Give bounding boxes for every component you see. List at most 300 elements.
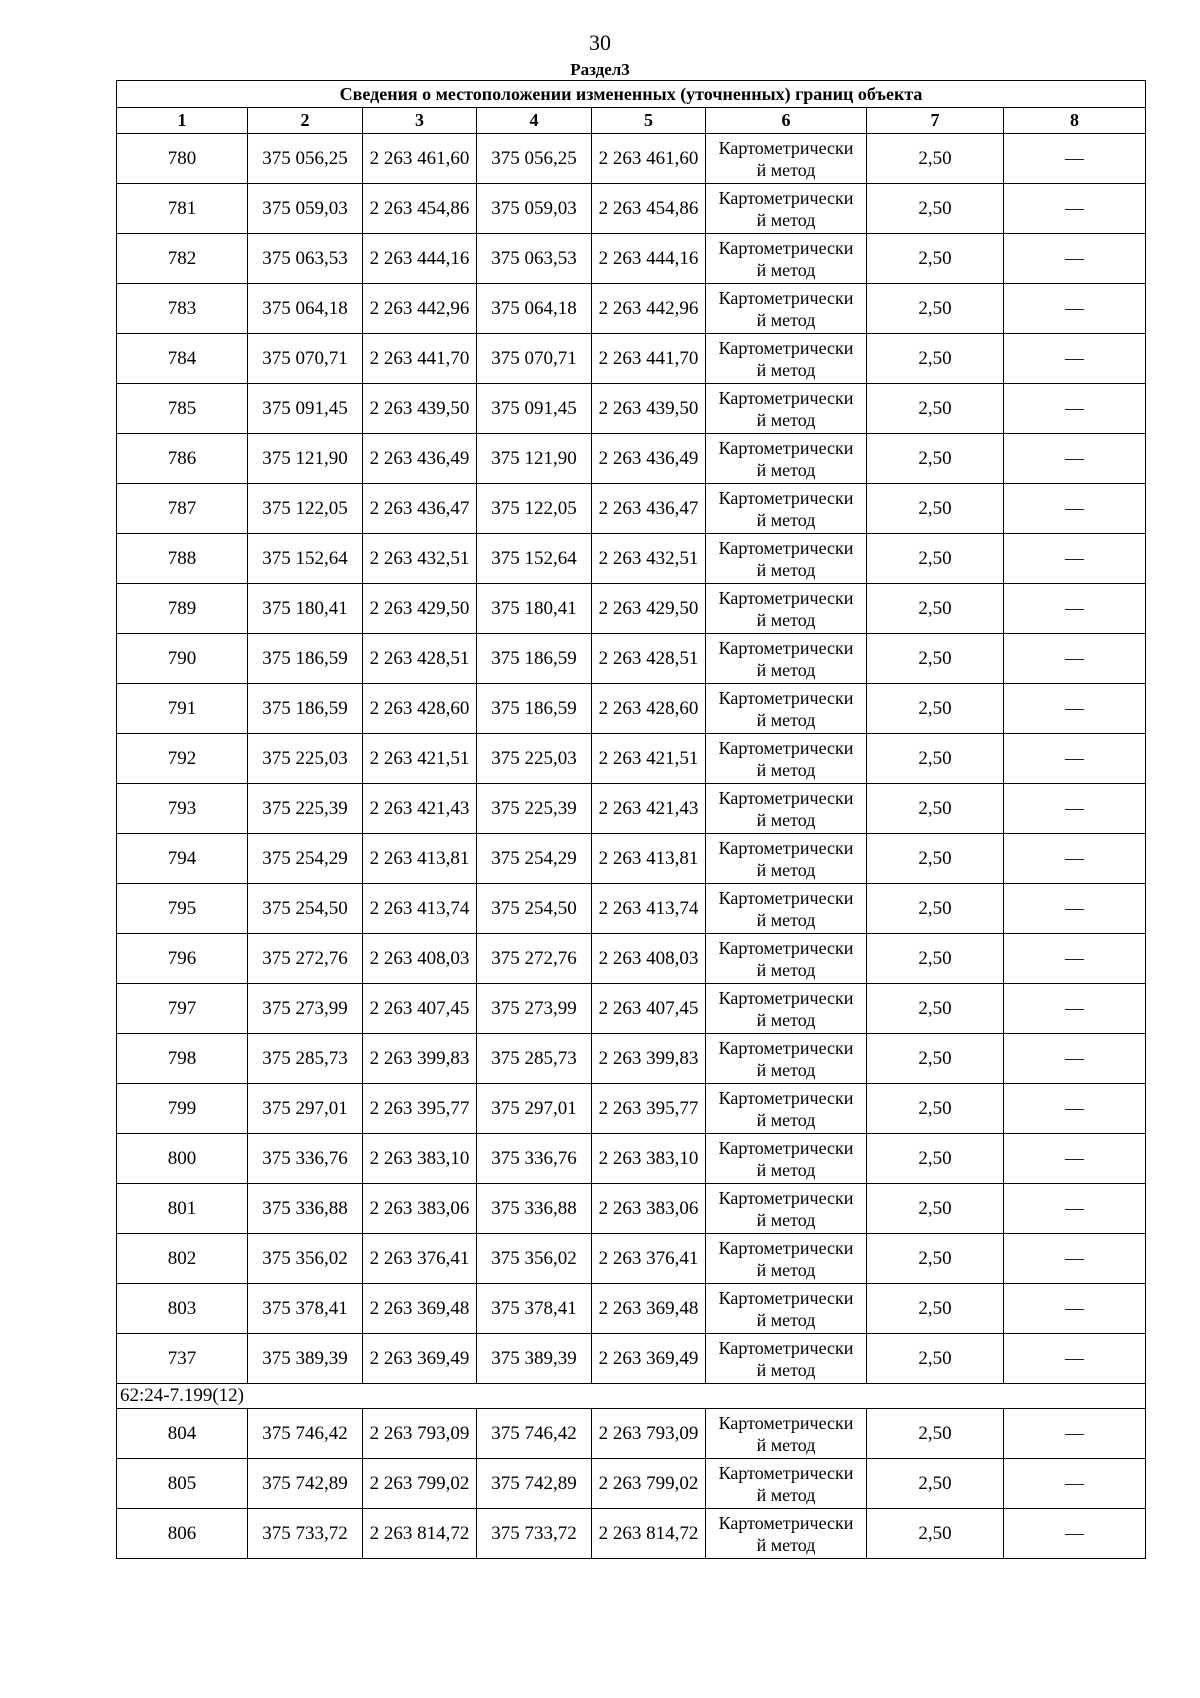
column-header-1: 1: [117, 108, 248, 134]
accuracy-cell: 2,50: [867, 1459, 1004, 1509]
point-number-cell: 804: [117, 1409, 248, 1459]
method-cell: [706, 234, 867, 284]
point-number-cell: 791: [117, 684, 248, 734]
note-cell: —: [1004, 134, 1146, 184]
method-cell: [706, 434, 867, 484]
method-line-1: Картометрически: [718, 887, 854, 908]
x-old-cell: 375 180,41: [248, 584, 363, 634]
note-cell: —: [1004, 834, 1146, 884]
x-new-cell: 375 356,02: [477, 1234, 592, 1284]
method-cell: [706, 284, 867, 334]
x-old-cell: 375 733,72: [248, 1509, 363, 1559]
accuracy-cell: 2,50: [867, 184, 1004, 234]
note-cell: —: [1004, 684, 1146, 734]
method-cell: [706, 484, 867, 534]
note-cell: —: [1004, 1284, 1146, 1334]
method-line-2: й метод: [756, 709, 816, 730]
y-new-cell: 2 263 432,51: [592, 534, 706, 584]
accuracy-cell: 2,50: [867, 1234, 1004, 1284]
column-header-3: 3: [363, 108, 477, 134]
y-new-cell: 2 263 383,10: [592, 1134, 706, 1184]
method-line-1: Картометрически: [718, 587, 854, 608]
column-header-2: 2: [248, 108, 363, 134]
method-line-2: й метод: [756, 609, 816, 630]
method-line-2: й метод: [756, 1059, 816, 1080]
y-old-cell: 2 263 454,86: [363, 184, 477, 234]
note-cell: —: [1004, 434, 1146, 484]
table-row: [117, 334, 1146, 384]
method-line-2: й метод: [756, 1159, 816, 1180]
x-new-cell: 375 186,59: [477, 634, 592, 684]
x-old-cell: 375 272,76: [248, 934, 363, 984]
table-row: [117, 1134, 1146, 1184]
x-old-cell: 375 356,02: [248, 1234, 363, 1284]
table-row: [117, 1034, 1146, 1084]
method-cell: [706, 1234, 867, 1284]
x-old-cell: 375 063,53: [248, 234, 363, 284]
y-new-cell: 2 263 793,09: [592, 1409, 706, 1459]
table-row: [117, 1509, 1146, 1559]
point-number-cell: 781: [117, 184, 248, 234]
x-old-cell: 375 059,03: [248, 184, 363, 234]
accuracy-cell: 2,50: [867, 634, 1004, 684]
method-cell: [706, 684, 867, 734]
x-old-cell: 375 056,25: [248, 134, 363, 184]
method-line-1: Картометрически: [718, 637, 854, 658]
y-old-cell: 2 263 814,72: [363, 1509, 477, 1559]
x-old-cell: 375 297,01: [248, 1084, 363, 1134]
method-line-2: й метод: [756, 1484, 816, 1505]
y-old-cell: 2 263 407,45: [363, 984, 477, 1034]
x-old-cell: 375 064,18: [248, 284, 363, 334]
accuracy-cell: 2,50: [867, 134, 1004, 184]
method-cell: [706, 1184, 867, 1234]
y-old-cell: 2 263 383,06: [363, 1184, 477, 1234]
method-cell: [706, 134, 867, 184]
x-old-cell: 375 746,42: [248, 1409, 363, 1459]
method-cell: [706, 384, 867, 434]
method-cell: [706, 1509, 867, 1559]
point-number-cell: 798: [117, 1034, 248, 1084]
point-number-cell: 788: [117, 534, 248, 584]
point-number-cell: 787: [117, 484, 248, 534]
column-header-6: 6: [706, 108, 867, 134]
table-row: [117, 1084, 1146, 1134]
x-new-cell: 375 064,18: [477, 284, 592, 334]
method-line-1: Картометрически: [718, 1462, 854, 1483]
method-cell: [706, 1334, 867, 1384]
y-old-cell: 2 263 383,10: [363, 1134, 477, 1184]
point-number-cell: 784: [117, 334, 248, 384]
point-number-cell: 795: [117, 884, 248, 934]
method-line-2: й метод: [756, 259, 816, 280]
point-number-cell: 805: [117, 1459, 248, 1509]
table-row: [117, 584, 1146, 634]
method-line-1: Картометрически: [718, 1337, 854, 1358]
accuracy-cell: 2,50: [867, 584, 1004, 634]
table-row: [117, 834, 1146, 884]
table-row: [117, 1334, 1146, 1384]
x-new-cell: 375 152,64: [477, 534, 592, 584]
method-line-2: й метод: [756, 159, 816, 180]
method-line-2: й метод: [756, 1434, 816, 1455]
table-row: [117, 134, 1146, 184]
y-new-cell: 2 263 395,77: [592, 1084, 706, 1134]
method-line-1: Картометрически: [718, 1087, 854, 1108]
table-row: [117, 684, 1146, 734]
y-new-cell: 2 263 376,41: [592, 1234, 706, 1284]
accuracy-cell: 2,50: [867, 484, 1004, 534]
x-new-cell: 375 225,39: [477, 784, 592, 834]
y-new-cell: 2 263 436,49: [592, 434, 706, 484]
method-line-2: й метод: [756, 1534, 816, 1555]
method-line-1: Картометрически: [718, 787, 854, 808]
note-cell: —: [1004, 534, 1146, 584]
accuracy-cell: 2,50: [867, 1184, 1004, 1234]
y-new-cell: 2 263 799,02: [592, 1459, 706, 1509]
method-cell: [706, 1084, 867, 1134]
x-new-cell: 375 272,76: [477, 934, 592, 984]
method-cell: [706, 834, 867, 884]
point-number-cell: 792: [117, 734, 248, 784]
method-line-2: й метод: [756, 909, 816, 930]
note-cell: —: [1004, 234, 1146, 284]
method-cell: [706, 734, 867, 784]
y-old-cell: 2 263 461,60: [363, 134, 477, 184]
method-line-2: й метод: [756, 659, 816, 680]
method-line-2: й метод: [756, 1359, 816, 1380]
method-line-1: Картометрически: [718, 987, 854, 1008]
accuracy-cell: 2,50: [867, 734, 1004, 784]
point-number-cell: 796: [117, 934, 248, 984]
x-old-cell: 375 121,90: [248, 434, 363, 484]
x-new-cell: 375 091,45: [477, 384, 592, 434]
method-line-1: Картометрически: [718, 187, 854, 208]
method-line-1: Картометрически: [718, 287, 854, 308]
method-line-2: й метод: [756, 809, 816, 830]
x-old-cell: 375 225,39: [248, 784, 363, 834]
table-title: Сведения о местоположении измененных (уточненных) границ объекта: [117, 81, 1146, 108]
table-row: [117, 234, 1146, 284]
table-row: [117, 1409, 1146, 1459]
table-row: [117, 284, 1146, 334]
point-number-cell: 799: [117, 1084, 248, 1134]
x-new-cell: 375 186,59: [477, 684, 592, 734]
accuracy-cell: 2,50: [867, 1084, 1004, 1134]
accuracy-cell: 2,50: [867, 784, 1004, 834]
x-old-cell: 375 378,41: [248, 1284, 363, 1334]
x-old-cell: 375 152,64: [248, 534, 363, 584]
method-cell: [706, 1284, 867, 1334]
column-header-8: 8: [1004, 108, 1146, 134]
table-row: [117, 384, 1146, 434]
x-old-cell: 375 273,99: [248, 984, 363, 1034]
accuracy-cell: 2,50: [867, 334, 1004, 384]
x-old-cell: 375 070,71: [248, 334, 363, 384]
y-old-cell: 2 263 408,03: [363, 934, 477, 984]
method-line-1: Картометрически: [718, 1187, 854, 1208]
method-cell: [706, 1034, 867, 1084]
point-number-cell: 797: [117, 984, 248, 1034]
table-row: [117, 784, 1146, 834]
y-old-cell: 2 263 376,41: [363, 1234, 477, 1284]
method-line-1: Картометрически: [718, 837, 854, 858]
y-old-cell: 2 263 436,47: [363, 484, 477, 534]
note-cell: —: [1004, 484, 1146, 534]
y-old-cell: 2 263 395,77: [363, 1084, 477, 1134]
method-line-1: Картометрически: [718, 1412, 854, 1433]
x-new-cell: 375 273,99: [477, 984, 592, 1034]
cadastral-number-label: 62:24-7.199(12): [117, 1384, 1146, 1409]
table-row: [117, 1234, 1146, 1284]
y-old-cell: 2 263 413,81: [363, 834, 477, 884]
y-old-cell: 2 263 799,02: [363, 1459, 477, 1509]
x-old-cell: 375 336,88: [248, 1184, 363, 1234]
point-number-cell: 789: [117, 584, 248, 634]
y-new-cell: 2 263 436,47: [592, 484, 706, 534]
x-new-cell: 375 180,41: [477, 584, 592, 634]
accuracy-cell: 2,50: [867, 884, 1004, 934]
x-old-cell: 375 254,29: [248, 834, 363, 884]
x-new-cell: 375 063,53: [477, 234, 592, 284]
method-line-1: Картометрически: [718, 1037, 854, 1058]
y-new-cell: 2 263 399,83: [592, 1034, 706, 1084]
x-old-cell: 375 186,59: [248, 634, 363, 684]
method-cell: [706, 1409, 867, 1459]
y-new-cell: 2 263 421,43: [592, 784, 706, 834]
table-body: [117, 134, 1146, 1559]
method-line-1: Картометрически: [718, 137, 854, 158]
x-new-cell: 375 056,25: [477, 134, 592, 184]
accuracy-cell: 2,50: [867, 434, 1004, 484]
x-new-cell: 375 336,88: [477, 1184, 592, 1234]
column-header-7: 7: [867, 108, 1004, 134]
y-old-cell: 2 263 369,49: [363, 1334, 477, 1384]
y-new-cell: 2 263 454,86: [592, 184, 706, 234]
method-line-2: й метод: [756, 1309, 816, 1330]
method-line-2: й метод: [756, 1259, 816, 1280]
note-cell: —: [1004, 334, 1146, 384]
note-cell: —: [1004, 584, 1146, 634]
x-old-cell: 375 122,05: [248, 484, 363, 534]
x-new-cell: 375 389,39: [477, 1334, 592, 1384]
note-cell: —: [1004, 984, 1146, 1034]
table-row: [117, 184, 1146, 234]
y-old-cell: 2 263 793,09: [363, 1409, 477, 1459]
method-line-2: й метод: [756, 1209, 816, 1230]
table-row: [117, 984, 1146, 1034]
y-new-cell: 2 263 429,50: [592, 584, 706, 634]
point-number-cell: 780: [117, 134, 248, 184]
method-line-2: й метод: [756, 459, 816, 480]
method-cell: [706, 784, 867, 834]
accuracy-cell: 2,50: [867, 1509, 1004, 1559]
y-new-cell: 2 263 444,16: [592, 234, 706, 284]
section-title: Раздел3: [570, 60, 630, 79]
boundary-coordinates-table: [116, 80, 1146, 1559]
method-line-1: Картометрически: [718, 487, 854, 508]
y-new-cell: 2 263 461,60: [592, 134, 706, 184]
point-number-cell: 793: [117, 784, 248, 834]
note-cell: —: [1004, 634, 1146, 684]
accuracy-cell: 2,50: [867, 1134, 1004, 1184]
note-cell: —: [1004, 184, 1146, 234]
method-line-2: й метод: [756, 559, 816, 580]
x-new-cell: 375 378,41: [477, 1284, 592, 1334]
accuracy-cell: 2,50: [867, 1284, 1004, 1334]
y-old-cell: 2 263 399,83: [363, 1034, 477, 1084]
method-cell: [706, 934, 867, 984]
method-line-2: й метод: [756, 209, 816, 230]
y-old-cell: 2 263 439,50: [363, 384, 477, 434]
note-cell: —: [1004, 1134, 1146, 1184]
method-line-1: Картометрически: [718, 437, 854, 458]
method-cell: [706, 184, 867, 234]
x-new-cell: 375 285,73: [477, 1034, 592, 1084]
y-old-cell: 2 263 421,51: [363, 734, 477, 784]
method-line-2: й метод: [756, 1109, 816, 1130]
note-cell: —: [1004, 1234, 1146, 1284]
point-number-cell: 803: [117, 1284, 248, 1334]
note-cell: —: [1004, 1184, 1146, 1234]
method-cell: [706, 534, 867, 584]
y-old-cell: 2 263 428,51: [363, 634, 477, 684]
method-line-2: й метод: [756, 359, 816, 380]
point-number-cell: 794: [117, 834, 248, 884]
y-new-cell: 2 263 442,96: [592, 284, 706, 334]
table-row: [117, 1459, 1146, 1509]
point-number-cell: 782: [117, 234, 248, 284]
method-cell: [706, 1459, 867, 1509]
y-old-cell: 2 263 436,49: [363, 434, 477, 484]
column-header-4: 4: [477, 108, 592, 134]
note-cell: —: [1004, 384, 1146, 434]
method-cell: [706, 334, 867, 384]
column-header-5: 5: [592, 108, 706, 134]
note-cell: —: [1004, 884, 1146, 934]
note-cell: —: [1004, 1084, 1146, 1134]
method-line-2: й метод: [756, 409, 816, 430]
accuracy-cell: 2,50: [867, 384, 1004, 434]
point-number-cell: 790: [117, 634, 248, 684]
method-line-1: Картометрически: [718, 387, 854, 408]
note-cell: —: [1004, 734, 1146, 784]
method-line-1: Картометрически: [718, 337, 854, 358]
note-cell: —: [1004, 1034, 1146, 1084]
method-line-1: Картометрически: [718, 937, 854, 958]
table-row: [117, 884, 1146, 934]
note-cell: —: [1004, 784, 1146, 834]
y-new-cell: 2 263 369,49: [592, 1334, 706, 1384]
method-cell: [706, 884, 867, 934]
x-old-cell: 375 336,76: [248, 1134, 363, 1184]
y-old-cell: 2 263 432,51: [363, 534, 477, 584]
x-new-cell: 375 122,05: [477, 484, 592, 534]
y-new-cell: 2 263 428,60: [592, 684, 706, 734]
method-cell: [706, 584, 867, 634]
y-new-cell: 2 263 441,70: [592, 334, 706, 384]
table-row: [117, 1284, 1146, 1334]
note-cell: —: [1004, 1409, 1146, 1459]
y-new-cell: 2 263 383,06: [592, 1184, 706, 1234]
table-row: [117, 434, 1146, 484]
y-old-cell: 2 263 413,74: [363, 884, 477, 934]
table-row: [117, 484, 1146, 534]
y-new-cell: 2 263 413,81: [592, 834, 706, 884]
y-old-cell: 2 263 428,60: [363, 684, 477, 734]
method-line-1: Картометрически: [718, 1287, 854, 1308]
note-cell: —: [1004, 284, 1146, 334]
method-cell: [706, 984, 867, 1034]
method-line-2: й метод: [756, 309, 816, 330]
method-cell: [706, 634, 867, 684]
x-new-cell: 375 336,76: [477, 1134, 592, 1184]
method-line-2: й метод: [756, 759, 816, 780]
method-line-1: Картометрически: [718, 1512, 854, 1533]
accuracy-cell: 2,50: [867, 284, 1004, 334]
method-line-1: Картометрически: [718, 1237, 854, 1258]
method-line-1: Картометрически: [718, 737, 854, 758]
accuracy-cell: 2,50: [867, 934, 1004, 984]
method-line-2: й метод: [756, 859, 816, 880]
x-old-cell: 375 254,50: [248, 884, 363, 934]
x-old-cell: 375 186,59: [248, 684, 363, 734]
point-number-cell: 786: [117, 434, 248, 484]
note-cell: —: [1004, 934, 1146, 984]
accuracy-cell: 2,50: [867, 234, 1004, 284]
accuracy-cell: 2,50: [867, 984, 1004, 1034]
x-new-cell: 375 121,90: [477, 434, 592, 484]
table-row: [117, 1184, 1146, 1234]
x-new-cell: 375 742,89: [477, 1459, 592, 1509]
y-old-cell: 2 263 429,50: [363, 584, 477, 634]
column-header-row: [117, 108, 1146, 134]
table-row: [117, 634, 1146, 684]
point-number-cell: 783: [117, 284, 248, 334]
y-new-cell: 2 263 369,48: [592, 1284, 706, 1334]
point-number-cell: 785: [117, 384, 248, 434]
method-line-1: Картометрически: [718, 237, 854, 258]
accuracy-cell: 2,50: [867, 534, 1004, 584]
point-number-cell: 802: [117, 1234, 248, 1284]
x-old-cell: 375 389,39: [248, 1334, 363, 1384]
y-new-cell: 2 263 439,50: [592, 384, 706, 434]
y-new-cell: 2 263 814,72: [592, 1509, 706, 1559]
x-new-cell: 375 297,01: [477, 1084, 592, 1134]
x-new-cell: 375 746,42: [477, 1409, 592, 1459]
y-new-cell: 2 263 421,51: [592, 734, 706, 784]
y-new-cell: 2 263 407,45: [592, 984, 706, 1034]
table-row: [117, 934, 1146, 984]
y-old-cell: 2 263 369,48: [363, 1284, 477, 1334]
method-line-1: Картометрически: [718, 1137, 854, 1158]
y-new-cell: 2 263 413,74: [592, 884, 706, 934]
x-old-cell: 375 091,45: [248, 384, 363, 434]
method-cell: [706, 1134, 867, 1184]
group-row: [117, 1384, 1146, 1409]
point-number-cell: 801: [117, 1184, 248, 1234]
note-cell: —: [1004, 1459, 1146, 1509]
y-new-cell: 2 263 408,03: [592, 934, 706, 984]
point-number-cell: 806: [117, 1509, 248, 1559]
method-line-2: й метод: [756, 509, 816, 530]
point-number-cell: 800: [117, 1134, 248, 1184]
accuracy-cell: 2,50: [867, 1034, 1004, 1084]
x-old-cell: 375 225,03: [248, 734, 363, 784]
x-old-cell: 375 742,89: [248, 1459, 363, 1509]
method-line-1: Картометрически: [718, 687, 854, 708]
accuracy-cell: 2,50: [867, 1409, 1004, 1459]
